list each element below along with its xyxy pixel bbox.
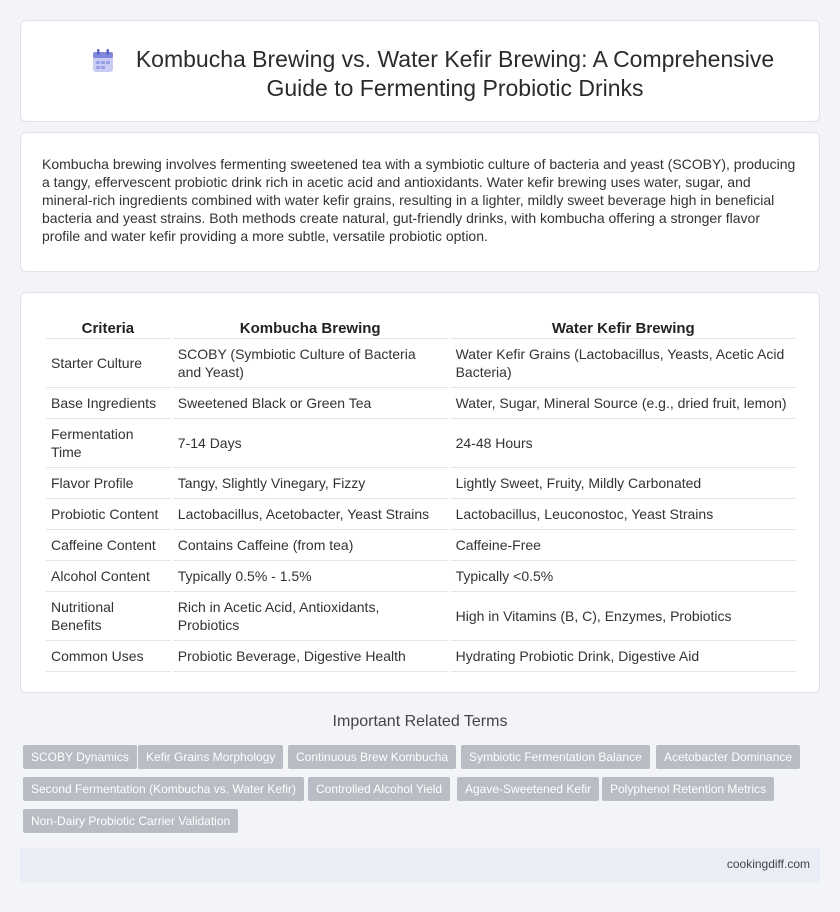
site-link[interactable]: cookingdiff.com: [726, 857, 810, 871]
kombucha-cell: 7-14 Days: [173, 419, 448, 468]
related-term-tag[interactable]: Continuous Brew Kombucha: [288, 745, 456, 769]
footer: [20, 848, 820, 882]
criteria-cell: Starter Culture: [46, 339, 170, 388]
kombucha-cell: Sweetened Black or Green Tea: [173, 388, 448, 419]
related-term-tag[interactable]: Non-Dairy Probiotic Carrier Validation: [23, 809, 238, 833]
water-kefir-cell: Water Kefir Grains (Lactobacillus, Yeasts, Acetic Acid Bacteria): [451, 339, 796, 388]
water-kefir-cell: Hydrating Probiotic Drink, Digestive Aid: [451, 641, 796, 672]
comparison-card: [20, 292, 820, 693]
table-row: [46, 339, 796, 388]
related-term-tag[interactable]: Second Fermentation (Kombucha vs. Water Kefir): [23, 777, 304, 801]
table-row: [46, 641, 796, 672]
table-row: [46, 530, 796, 561]
water-kefir-cell: 24-48 Hours: [451, 419, 796, 468]
header-water-kefir: Water Kefir Brewing: [451, 315, 796, 339]
criteria-cell: Alcohol Content: [46, 561, 170, 592]
kombucha-cell: Typically 0.5% - 1.5%: [173, 561, 448, 592]
criteria-cell: Flavor Profile: [46, 468, 170, 499]
page-title: Kombucha Brewing vs. Water Kefir Brewing: A Comprehensive Guide to Fermenting Probiotic Drinks: [135, 46, 775, 101]
related-term-tag[interactable]: Polyphenol Retention Metrics: [602, 777, 774, 801]
kombucha-cell: Lactobacillus, Acetobacter, Yeast Strains: [173, 499, 448, 530]
kombucha-cell: Probiotic Beverage, Digestive Health: [173, 641, 448, 672]
criteria-cell: Common Uses: [46, 641, 170, 672]
water-kefir-cell: Typically <0.5%: [451, 561, 796, 592]
title-card: [20, 20, 820, 122]
water-kefir-cell: Lightly Sweet, Fruity, Mildly Carbonated: [451, 468, 796, 499]
related-term-tag[interactable]: SCOBY Dynamics: [23, 745, 137, 769]
related-term-tag[interactable]: Kefir Grains Morphology: [138, 745, 283, 769]
table-row: [46, 592, 796, 641]
water-kefir-cell: Water, Sugar, Mineral Source (e.g., dried fruit, lemon): [451, 388, 796, 419]
related-term-tag[interactable]: Agave-Sweetened Kefir: [457, 777, 599, 801]
related-term-tag[interactable]: Controlled Alcohol Yield: [308, 777, 450, 801]
kombucha-cell: Contains Caffeine (from tea): [173, 530, 448, 561]
related-term-tag[interactable]: Symbiotic Fermentation Balance: [461, 745, 650, 769]
intro-paragraph: Kombucha brewing involves fermenting sweetened tea with a symbiotic culture of bacteria and yeast (SCOBY), producing a tangy, effervescent probiotic drink rich in acetic acid and antioxidants. Water kefir brewing uses water, sugar, and mineral-rich ingredients combined with water kefir grains, resulting in a lighter, mildly sweet beverage high in beneficial bacteria and yeast strains. Both methods create natural, gut-friendly drinks, with kombucha offering a stronger flavor profile and water kefir providing a more subtle, versatile probiotic option.: [42, 156, 796, 244]
table-row: [46, 499, 796, 530]
criteria-cell: Caffeine Content: [46, 530, 170, 561]
water-kefir-cell: Caffeine-Free: [451, 530, 796, 561]
related-term-tag[interactable]: Acetobacter Dominance: [656, 745, 800, 769]
kombucha-cell: Rich in Acetic Acid, Antioxidants, Probiotics: [173, 592, 448, 641]
table-row: [46, 419, 796, 468]
criteria-cell: Fermentation Time: [46, 419, 170, 468]
table-row: [46, 388, 796, 419]
kombucha-cell: SCOBY (Symbiotic Culture of Bacteria and Yeast): [173, 339, 448, 388]
header-kombucha: Kombucha Brewing: [173, 315, 448, 339]
water-kefir-cell: High in Vitamins (B, C), Enzymes, Probiotics: [451, 592, 796, 641]
table-row: [46, 561, 796, 592]
table-row: [46, 468, 796, 499]
related-terms-heading: Important Related Terms: [332, 713, 508, 730]
criteria-cell: Nutritional Benefits: [46, 592, 170, 641]
header-criteria: Criteria: [46, 315, 170, 339]
criteria-cell: Base Ingredients: [46, 388, 170, 419]
intro-card: [20, 132, 820, 272]
water-kefir-cell: Lactobacillus, Leuconostoc, Yeast Strains: [451, 499, 796, 530]
kombucha-cell: Tangy, Slightly Vinegary, Fizzy: [173, 468, 448, 499]
table-header-row: [46, 315, 796, 339]
criteria-cell: Probiotic Content: [46, 499, 170, 530]
comparison-table: [43, 315, 799, 672]
